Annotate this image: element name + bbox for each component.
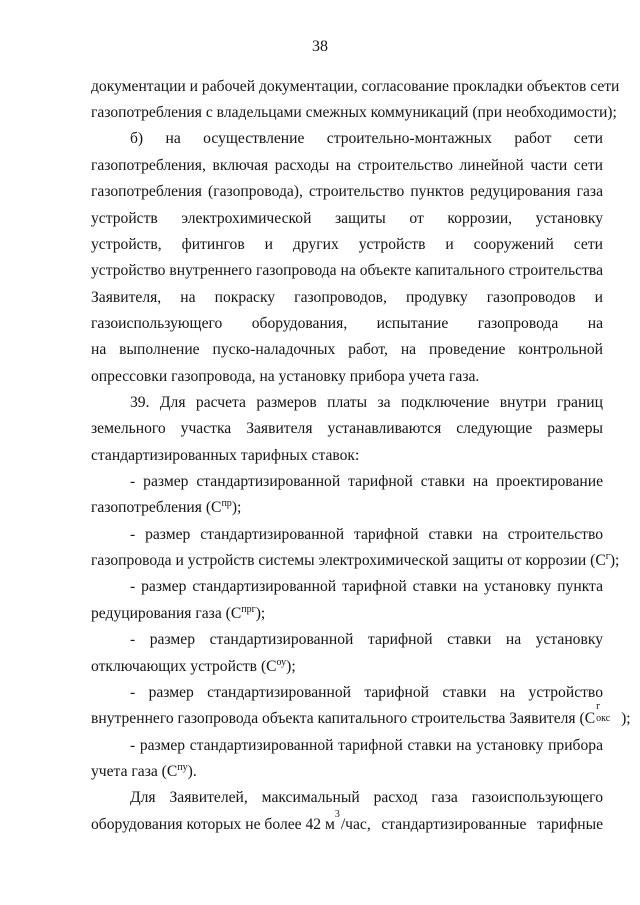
- text-line: газоиспользующего оборудования, испытание газопровода на: [91, 315, 603, 332]
- text-line: [91, 604, 603, 624]
- text-line: опрессовки газопровода, на установку прибора учета газа.: [91, 368, 480, 385]
- text-line: 39. Для расчета размеров платы за подключение внутри границ: [130, 394, 603, 411]
- text-fragment: газопровода и устройств системы электрохимической защиты от коррозии (С: [91, 552, 606, 569]
- text-line: стандартизированных тарифных ставок:: [91, 447, 360, 464]
- text-fragment: оборудования которых не более 42 м: [91, 816, 335, 833]
- text-line: Для Заявителей, максимальный расход газа газоиспользующего: [130, 789, 603, 806]
- text-fragment: учета газа (С: [91, 763, 178, 780]
- text-line: - размер стандартизированной тарифной ставки на установку прибора: [130, 737, 603, 754]
- text-line: документации и рабочей документации, согласование прокладки объектов сети: [91, 78, 620, 95]
- page-number: 38: [312, 38, 328, 55]
- rate-symbol-superscript: пу: [177, 762, 188, 773]
- text-line: устройство внутреннего газопровода на объекте капитального строительства: [91, 262, 603, 279]
- rate-symbol-superscript: г: [605, 551, 610, 562]
- text-fragment: газопотребления (С: [91, 499, 222, 516]
- rate-symbol-superscript: г: [596, 701, 601, 712]
- text-fragment: внутреннего газопровода объекта капитального строительства Заявителя (С: [91, 710, 596, 727]
- text-line: газопотребления с владельцами смежных коммуникаций (при необходимости);: [91, 104, 617, 121]
- rate-symbol-supsub: [595, 701, 621, 724]
- text-line: земельного участка Заявителя устанавливаются следующие размеры: [91, 420, 603, 437]
- text-line: газопотребления (газопровода), строительство пунктов редуцирования газа: [91, 183, 603, 200]
- text-fragment: );: [255, 605, 266, 622]
- unit-exponent: 3: [334, 809, 340, 820]
- text-line: Заявителя, на покраску газопроводов, продувку газопроводов и: [91, 289, 603, 306]
- rate-symbol-superscript: оу: [276, 657, 287, 668]
- text-line: - размер стандартизированной тарифной ставки на проектирование: [130, 473, 603, 490]
- text-fragment: );: [231, 499, 242, 516]
- text-line: устройств электрохимической защиты от коррозии, установку: [91, 210, 603, 227]
- text-line: б) на осуществление строительно-монтажных работ сети: [130, 130, 603, 147]
- text-line: [91, 551, 620, 571]
- text-fragment: /час, стандартизированные тарифные: [340, 816, 603, 833]
- rate-symbol-subscript: окс: [596, 713, 611, 724]
- text-line: [91, 498, 603, 518]
- text-fragment: ).: [187, 763, 197, 780]
- rate-symbol-superscript: пр: [221, 498, 232, 509]
- text-line: [91, 657, 603, 677]
- text-line: - размер стандартизированной тарифной ставки на устройство: [130, 684, 603, 701]
- text-fragment: отключающих устройств (С: [91, 658, 277, 675]
- text-fragment: );: [609, 552, 620, 569]
- text-line: - размер стандартизированной тарифной ставки на строительство: [130, 526, 603, 543]
- text-line: - размер стандартизированной тарифной ставки на установку: [130, 631, 603, 648]
- text-line: [91, 762, 603, 782]
- text-line: [91, 701, 631, 729]
- text-line: газопотребления, включая расходы на строительство линейной части сети: [91, 157, 603, 174]
- text-fragment: редуцирования газа (С: [91, 605, 242, 622]
- rate-symbol-superscript: прг: [241, 604, 256, 615]
- text-line: - размер стандартизированной тарифной ставки на установку пункта: [130, 578, 603, 595]
- text-line: устройств, фитингов и других устройств и сооружений сети: [91, 236, 603, 253]
- text-line: на выполнение пуско-наладочных работ, на проведение контрольной: [91, 341, 603, 358]
- text-fragment: );: [621, 710, 631, 727]
- text-line: [91, 809, 603, 835]
- text-fragment: );: [286, 658, 296, 675]
